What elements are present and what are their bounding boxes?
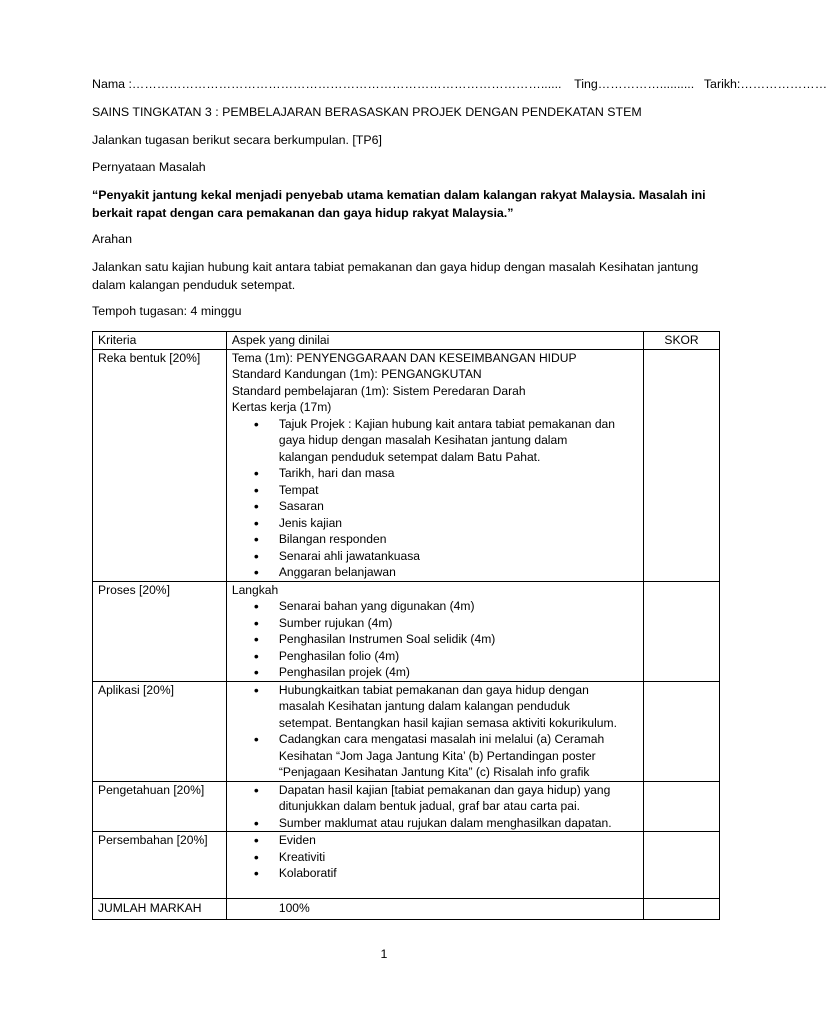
bullet-list bbox=[232, 416, 638, 581]
header-aspek: Aspek yang dinilai bbox=[226, 332, 643, 350]
table-row bbox=[93, 832, 720, 899]
header-kriteria: Kriteria bbox=[93, 332, 227, 350]
page-number: 1 bbox=[380, 947, 388, 961]
criteria-cell: Pengetahuan [20%] bbox=[93, 781, 227, 832]
criteria-cell: Proses [20%] bbox=[93, 581, 227, 681]
skor-cell bbox=[644, 681, 720, 781]
list-item: • Tempat bbox=[279, 482, 638, 499]
rubric-table bbox=[92, 331, 720, 920]
table-row bbox=[93, 581, 720, 681]
skor-cell bbox=[644, 898, 720, 919]
list-item: • Sumber maklumat atau rujukan dalam menghasilkan dapatan. bbox=[279, 815, 638, 832]
criteria-cell: Aplikasi [20%] bbox=[93, 681, 227, 781]
list-item: • Senarai ahli jawatankuasa bbox=[279, 548, 638, 565]
skor-cell bbox=[644, 349, 720, 581]
ting-field: Ting…………….......... bbox=[574, 77, 695, 91]
aspect-line: Tema (1m): PENYENGGARAAN DAN KESEIMBANGAN HIDUP bbox=[231, 350, 577, 365]
list-item: • Penghasilan projek (4m) bbox=[279, 664, 638, 681]
table-header-row bbox=[93, 332, 720, 350]
list-item: • Hubungkaitkan tabiat pemakanan dan gaya hidup dengan masalah Kesihatan jantung dalam kalangan penduduk setempat. Bentangkan hasil kajian semasa aktiviti kokurikulum. bbox=[279, 682, 618, 732]
instruction-text: Jalankan tugasan berikut secara berkumpulan. [TP6] bbox=[92, 133, 382, 147]
criteria-cell: Reka bentuk [20%] bbox=[93, 349, 227, 581]
direction-heading: Arahan bbox=[92, 232, 132, 246]
aspect-cell bbox=[226, 832, 643, 899]
aspect-line: Kertas kerja (17m) bbox=[231, 400, 332, 414]
total-label: JUMLAH MARKAH bbox=[93, 898, 227, 919]
list-item: • Dapatan hasil kajian [tabiat pemakanan dan gaya hidup) yang ditunjukkan dalam bentuk jadual, graf bar atau carta pai. bbox=[279, 782, 638, 815]
bullet-list bbox=[232, 782, 638, 832]
skor-cell bbox=[644, 832, 720, 899]
aspect-cell bbox=[226, 581, 643, 681]
skor-cell bbox=[644, 581, 720, 681]
aspect-cell bbox=[226, 781, 643, 832]
list-item: • Penghasilan Instrumen Soal selidik (4m) bbox=[279, 631, 638, 648]
list-item: • Senarai bahan yang digunakan (4m) bbox=[279, 598, 638, 615]
list-item: • Jenis kajian bbox=[279, 515, 638, 532]
nama-field: Nama :………………………………………………………………………………………...... bbox=[92, 77, 562, 91]
total-row bbox=[93, 898, 720, 919]
list-item: • Kreativiti bbox=[279, 849, 638, 866]
list-item: • Kolaboratif bbox=[279, 865, 638, 882]
list-item: • Cadangkan cara mengatasi masalah ini melalui (a) Ceramah Kesihatan “Jom Jaga Jantung Kita’ (b) Pertandingan poster “Penjagaan Kesihatan Jantung Kita” (c) Risalah info grafik bbox=[279, 731, 618, 781]
list-item: • Penghasilan folio (4m) bbox=[279, 648, 638, 665]
document-title: SAINS TINGKATAN 3 : PEMBELAJARAN BERASASKAN PROJEK DENGAN PENDEKATAN STEM bbox=[92, 105, 642, 119]
problem-statement: “Penyakit jantung kekal menjadi penyebab utama kematian dalam kalangan rakyat Malaysia. Masalah ini berkait rapat dengan cara pemakanan dan gaya hidup rakyat Malaysia.” bbox=[92, 188, 706, 220]
header-line bbox=[92, 77, 827, 91]
table-row bbox=[93, 349, 720, 581]
table-row bbox=[93, 781, 720, 832]
skor-cell bbox=[644, 781, 720, 832]
list-item: • Bilangan responden bbox=[279, 531, 638, 548]
problem-heading: Pernyataan Masalah bbox=[92, 160, 206, 174]
aspect-line: Standard pembelajaran (1m): Sistem Peredaran Darah bbox=[231, 383, 526, 398]
aspect-cell bbox=[226, 681, 643, 781]
table-row bbox=[93, 681, 720, 781]
direction-text: Jalankan satu kajian hubung kait antara tabiat pemakanan dan gaya hidup dengan masalah Kesihatan jantung dalam kalangan penduduk setempat. bbox=[92, 260, 699, 292]
total-value: 100% bbox=[226, 898, 643, 919]
list-item: • Sasaran bbox=[279, 498, 638, 515]
duration-text: Tempoh tugasan: 4 minggu bbox=[92, 304, 242, 318]
criteria-cell: Persembahan [20%] bbox=[93, 832, 227, 899]
bullet-list bbox=[232, 598, 638, 681]
header-skor: SKOR bbox=[644, 332, 720, 350]
list-item: • Anggaran belanjawan bbox=[279, 564, 638, 581]
aspect-line: Standard Kandungan (1m): PENGANGKUTAN bbox=[231, 367, 482, 381]
list-item: • Tajuk Projek : Kajian hubung kait antara tabiat pemakanan dan gaya hidup dengan masalah Kesihatan jantung dalam kalangan penduduk setempat dalam Batu Pahat. bbox=[279, 416, 638, 466]
tarikh-field: Tarikh:………………… bbox=[703, 77, 827, 91]
list-item: • Tarikh, hari dan masa bbox=[279, 465, 638, 482]
list-item: • Eviden bbox=[279, 832, 638, 849]
list-item: • Sumber rujukan (4m) bbox=[279, 615, 638, 632]
bullet-list bbox=[232, 832, 638, 882]
aspect-cell bbox=[226, 349, 643, 581]
bullet-list bbox=[232, 682, 638, 781]
aspect-line: Langkah bbox=[231, 582, 279, 597]
